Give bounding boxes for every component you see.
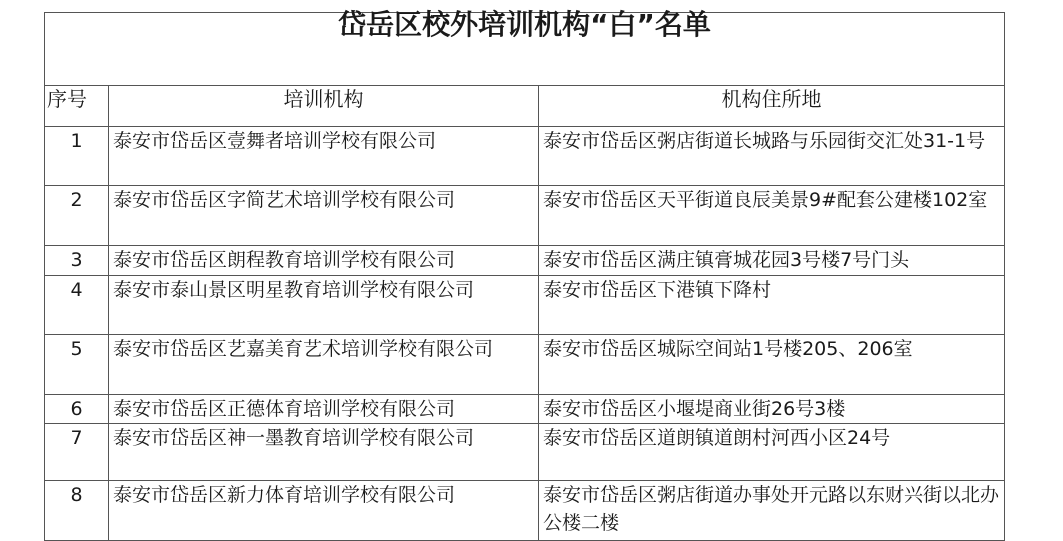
row-org: 泰安市岱岳区字简艺术培训学校有限公司 [109, 186, 539, 246]
row-addr: 泰安市岱岳区天平街道良辰美景9#配套公建楼102室 [539, 186, 1005, 246]
document-title: 岱岳区校外培训机构“白”名单 [338, 8, 711, 41]
row-seq: 1 [45, 127, 109, 186]
row-org: 泰安市岱岳区壹舞者培训学校有限公司 [109, 127, 539, 186]
table-row [45, 186, 1005, 246]
row-addr: 泰安市岱岳区满庄镇膏城花园3号楼7号门头 [539, 246, 1005, 276]
row-seq: 6 [45, 395, 109, 424]
row-seq: 8 [45, 481, 109, 541]
row-addr: 泰安市岱岳区道朗镇道朗村河西小区24号 [539, 424, 1005, 481]
row-addr: 泰安市岱岳区城际空间站1号楼205、206室 [539, 335, 1005, 395]
row-org: 泰安市岱岳区神一墨教育培训学校有限公司 [109, 424, 539, 481]
title-row [45, 13, 1005, 86]
row-seq: 3 [45, 246, 109, 276]
row-org: 泰安市泰山景区明星教育培训学校有限公司 [109, 276, 539, 335]
row-seq: 5 [45, 335, 109, 395]
row-seq: 4 [45, 276, 109, 335]
row-addr: 泰安市岱岳区粥店街道办事处开元路以东财兴街以北办公楼二楼 [539, 481, 1005, 541]
row-org: 泰安市岱岳区新力体育培训学校有限公司 [109, 481, 539, 541]
row-org: 泰安市岱岳区朗程教育培训学校有限公司 [109, 246, 539, 276]
row-addr: 泰安市岱岳区下港镇下降村 [539, 276, 1005, 335]
row-org: 泰安市岱岳区艺嘉美育艺术培训学校有限公司 [109, 335, 539, 395]
whitelist-table [44, 8, 1005, 541]
table-row [45, 395, 1005, 424]
column-header-seq: 序号 [45, 86, 109, 127]
title-cell [45, 8, 1005, 86]
column-header-org: 培训机构 [109, 86, 539, 127]
table-row [45, 424, 1005, 481]
table-row [45, 127, 1005, 186]
table-row [45, 335, 1005, 395]
table-row [45, 276, 1005, 335]
table-row [45, 481, 1005, 541]
column-header-addr: 机构住所地 [539, 86, 1005, 127]
row-addr: 泰安市岱岳区小堰堤商业街26号3楼 [539, 395, 1005, 424]
row-org: 泰安市岱岳区正德体育培训学校有限公司 [109, 395, 539, 424]
row-addr: 泰安市岱岳区粥店街道长城路与乐园街交汇处31-1号 [539, 127, 1005, 186]
row-seq: 7 [45, 424, 109, 481]
row-seq: 2 [45, 186, 109, 246]
table-row [45, 246, 1005, 276]
header-row [45, 86, 1005, 127]
